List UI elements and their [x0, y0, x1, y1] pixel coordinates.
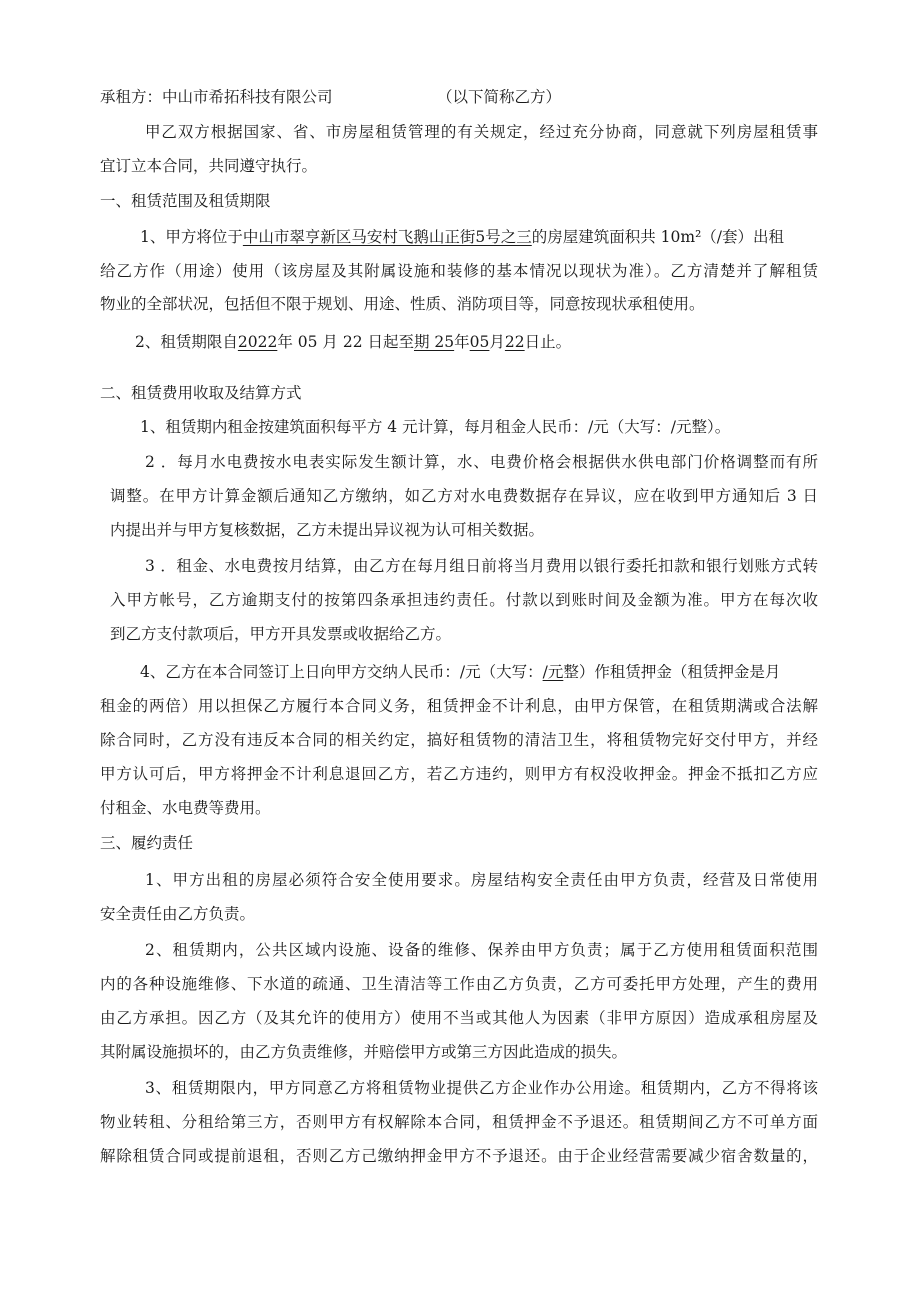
s1-p1-line-2: 给乙方作（用途）使用（该房屋及其附属设施和装修的基本情况以现状为准）。乙方清楚并了解租赁: [100, 262, 818, 280]
s2-p4-line-2: 租金的两倍）用以担保乙方履行本合同义务，租赁押金不计利息，由甲方保管，在租赁期满或合法解: [100, 697, 818, 715]
s2-p2-line-1: 2 ．每月水电费按水电表实际发生额计算，水、电费价格会根据供水供电部门价格调整而有所: [145, 453, 818, 471]
lessee-short: （以下简称乙方）: [437, 88, 562, 106]
intro-line-1: 甲乙双方根据国家、省、市房屋租赁管理的有关规定，经过充分协商，同意就下列房屋租赁事: [145, 123, 818, 141]
section-2-heading: 二、租赁费用收取及结算方式: [100, 384, 302, 402]
s3-p1-line-2: 安全责任由乙方负责。: [100, 905, 256, 923]
s2-p4-line-3: 除合同时，乙方没有违反本合同的相关约定，搞好租赁物的清洁卫生，将租赁物完好交付甲方，并经: [100, 731, 818, 749]
s1-p1-line-3: 物业的全部状况，包括但不限于规划、用途、性质、消防项目等，同意按现状承租使用。: [100, 295, 705, 313]
end-month: 05: [469, 333, 490, 351]
s3-p3-line-3: 解除租赁合同或提前退租，否则乙方己缴纳押金甲方不予退还。由于企业经营需要减少宿舍数量的，: [100, 1147, 818, 1165]
s2-p1-line: 1、租赁期内租金按建筑面积每平方 4 元计算，每月租金人民币：/元（大写：/元整）。: [140, 418, 731, 436]
deposit-uppercase: /元: [542, 663, 564, 681]
lessee-name: 中山市希拓科技有限公司: [162, 88, 333, 106]
s1-p2-line: [135, 331, 571, 353]
s2-p3-line-3: 到乙方支付款项后，甲方开具发票或收据给乙方。: [110, 625, 452, 643]
s1-p2-c: 年: [454, 333, 470, 351]
s3-p2-line-1: 2、租赁期内，公共区域内设施、设备的维修、保养由甲方负责；属于乙方使用租赁面积范围: [145, 941, 818, 959]
end-day: 22: [504, 333, 525, 351]
s2-p4-line-4: 甲方认可后，甲方将押金不计利息退回乙方，若乙方违约，则甲方有权没收押金。押金不抵扣乙方应: [100, 765, 818, 783]
s2-p4-line-1: [140, 661, 780, 683]
s1-p1-b: 的房屋建筑面积共 10m²（/套）出租: [531, 228, 785, 246]
property-address: 中山市翠亨新区马安村飞鹅山正街5号之三: [242, 228, 532, 246]
s3-p2-line-3: 由乙方承担。因乙方（及其允许的使用方）使用不当或其他人为因素（非甲方原因）造成承租房屋及: [100, 1009, 818, 1027]
section-1-heading: 一、租赁范围及租赁期限: [100, 192, 271, 210]
s1-p1-line-1: [140, 226, 784, 248]
s3-p2-line-2: 内的各种设施维修、下水道的疏通、卫生清洁等工作由乙方负责，乙方可委托甲方处理，产生的费用: [100, 975, 818, 993]
s3-p1-line-1: 1、甲方出租的房屋必须符合安全使用要求。房屋结构安全责任由甲方负责，经营及日常使用: [145, 871, 818, 889]
s3-p3-line-2: 物业转租、分租给第三方，否则甲方有权解除本合同，租赁押金不予退还。租赁期间乙方不可单方面: [100, 1113, 818, 1131]
s2-p2-line-3: 内提出并与甲方复核数据，乙方未提出异议视为认可相关数据。: [110, 521, 545, 539]
s1-p2-e: 日止。: [524, 333, 572, 351]
lessee-label: 承租方：: [100, 88, 163, 106]
s1-p2-a: 2、租赁期限自: [135, 333, 238, 351]
s2-p4-line-5: 付租金、水电费等费用。: [100, 799, 271, 817]
section-3-heading: 三、履约责任: [100, 834, 194, 852]
s1-p2-b: 年 05 月 22 日起至: [277, 333, 414, 351]
intro-line-2: 宜订立本合同，共同遵守执行。: [100, 157, 318, 175]
s2-p3-line-1: 3 ．租金、水电费按月结算，由乙方在每月组日前将当月费用以银行委托扣款和银行划账方式转: [145, 557, 818, 575]
s1-p2-d: 月: [489, 333, 505, 351]
lessee-line: [100, 86, 333, 108]
s1-p1-a: 1、甲方将位于: [140, 228, 243, 246]
s3-p3-line-1: 3、租赁期限内，甲方同意乙方将租赁物业提供乙方企业作办公用途。租赁期内，乙方不得将该: [145, 1079, 818, 1097]
start-year: 2022: [237, 333, 278, 351]
s2-p4-b: 整）作租赁押金（租赁押金是月: [563, 663, 781, 681]
s2-p2-line-2: 调整。在甲方计算金额后通知乙方缴纳，如乙方对水电费数据存在异议，应在收到甲方通知后 3 日: [110, 487, 818, 505]
s2-p3-line-2: 入甲方帐号，乙方逾期支付的按第四条承担违约责任。付款以到账时间及金额为准。甲方在每次收: [110, 591, 818, 609]
s2-p4-a: 4、乙方在本合同签订上日向甲方交纳人民币：/元（大写：: [140, 663, 543, 681]
s3-p2-line-4: 其附属设施损坏的，由乙方负责维修，并赔偿甲方或第三方因此造成的损失。: [100, 1043, 628, 1061]
end-year: 期 25: [413, 333, 455, 351]
